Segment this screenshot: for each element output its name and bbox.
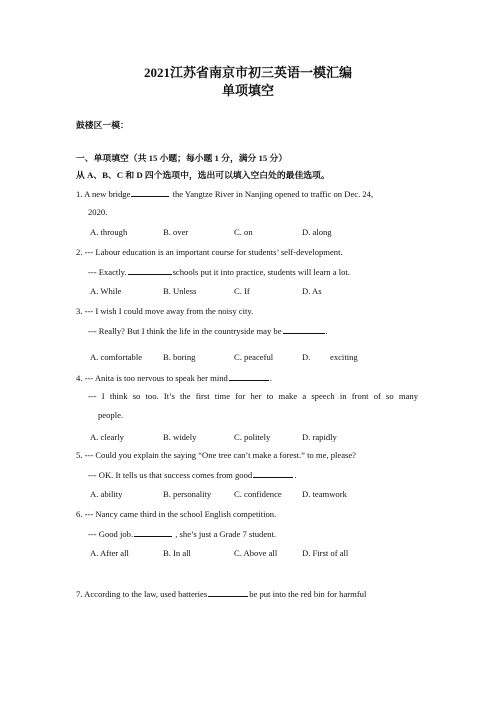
q6-option-b: B. In all	[163, 548, 191, 558]
q3-option-b: B. boring	[163, 352, 196, 362]
district-label: 鼓楼区一模：	[76, 120, 129, 130]
q3-option-a: A. comfortable	[90, 352, 143, 362]
q5-option-c: C. confidence	[234, 489, 282, 499]
q5-option-d: D. teamwork	[302, 489, 347, 499]
q4-blank	[229, 372, 269, 381]
q1-stem-after: the Yangtze River in Nanjing opened to traffic on Dec. 24,	[170, 189, 374, 199]
q5-option-a: A. ability	[90, 489, 123, 499]
q6-line2	[88, 528, 276, 540]
q4-line1	[76, 372, 272, 384]
q1-option-b: B. over	[163, 227, 189, 237]
q7-stem-after: be put into the red bin for harmful	[249, 589, 367, 599]
q4-line3: people.	[98, 410, 124, 420]
q7-stem-before: 7. According to the law, used batteries	[76, 589, 208, 599]
document-title: 2021江苏省南京市初三英语一模汇编	[143, 65, 352, 80]
q1-option-c: C. on	[234, 227, 253, 237]
q3-line2-before: --- Really? But I think the life in the countryside may be	[88, 326, 282, 336]
q4-option-b: B. widely	[163, 432, 197, 442]
q2-line2-after: schools put it into practice, students will learn a lot.	[172, 267, 350, 277]
q1-stem	[76, 188, 373, 200]
q3-line2	[88, 325, 328, 337]
q2-option-c: C. If	[234, 286, 250, 296]
q3-option-d-text: exciting	[330, 352, 358, 362]
q2-line2-before: --- Exactly.	[88, 267, 127, 277]
q3-line2-after: .	[325, 326, 328, 336]
q1-stem-cont: 2020.	[88, 207, 108, 217]
q1-stem-before: 1. A new bridge	[76, 189, 131, 199]
q3-line1: 3. --- I wish I could move away from the noisy city.	[76, 306, 254, 316]
instruction: 从 A、B、C 和 D 四个选项中，选出可以填入空白处的最佳选项。	[76, 170, 330, 180]
q5-line2	[88, 469, 296, 481]
q3-option-d: D.	[302, 352, 311, 362]
q6-option-d: D. First of all	[302, 548, 349, 558]
q6-line2-before: --- Good job.	[88, 529, 134, 539]
q6-option-a: A. After all	[90, 548, 129, 558]
q3-option-c: C. peaceful	[234, 352, 274, 362]
q6-option-c: C. Above all	[234, 548, 278, 558]
q3-blank	[283, 325, 325, 334]
q2-option-a: A. While	[90, 286, 122, 296]
q5-line1: 5. --- Could you explain the saying “One tree can’t make a forest.” to me, please?	[76, 450, 356, 460]
q5-line2-after: .	[294, 470, 297, 480]
q1-option-d: D. along	[302, 227, 332, 237]
q4-line1-before: 4. --- Anita is too nervous to speak her mind	[76, 373, 228, 383]
q2-option-d: D. As	[302, 286, 322, 296]
q6-blank	[134, 528, 172, 537]
q6-line1: 6. --- Nancy came third in the school English competition.	[76, 509, 277, 519]
q4-option-c: C. politely	[234, 432, 271, 442]
q1-blank	[131, 188, 169, 197]
q2-line1: 2. --- Labour education is an important course for students’ self-development.	[76, 247, 343, 257]
q1-option-a: A. through	[90, 227, 128, 237]
q2-line2	[88, 266, 350, 278]
section-header: 一、单项填空（共 15 小题；每小题 1 分，满分 15 分）	[76, 153, 288, 163]
q2-option-b: B. Unless	[163, 286, 197, 296]
q5-option-b: B. personality	[163, 489, 212, 499]
q6-line2-after: , she’s just a Grade 7 student.	[173, 529, 276, 539]
q7-stem	[76, 588, 366, 600]
q4-option-d: D. rapidly	[302, 432, 337, 442]
q4-line1-after: .	[269, 373, 272, 383]
q2-blank	[128, 266, 172, 275]
q5-line2-before: --- OK. It tells us that success comes from good	[88, 470, 253, 480]
q5-blank	[253, 469, 293, 478]
q7-blank	[208, 588, 248, 597]
document-subtitle: 单项填空	[221, 83, 274, 98]
q4-line2: --- I think so too. It’s the first time for her to make a speech in front of so many	[88, 391, 418, 401]
q4-option-a: A. clearly	[90, 432, 124, 442]
